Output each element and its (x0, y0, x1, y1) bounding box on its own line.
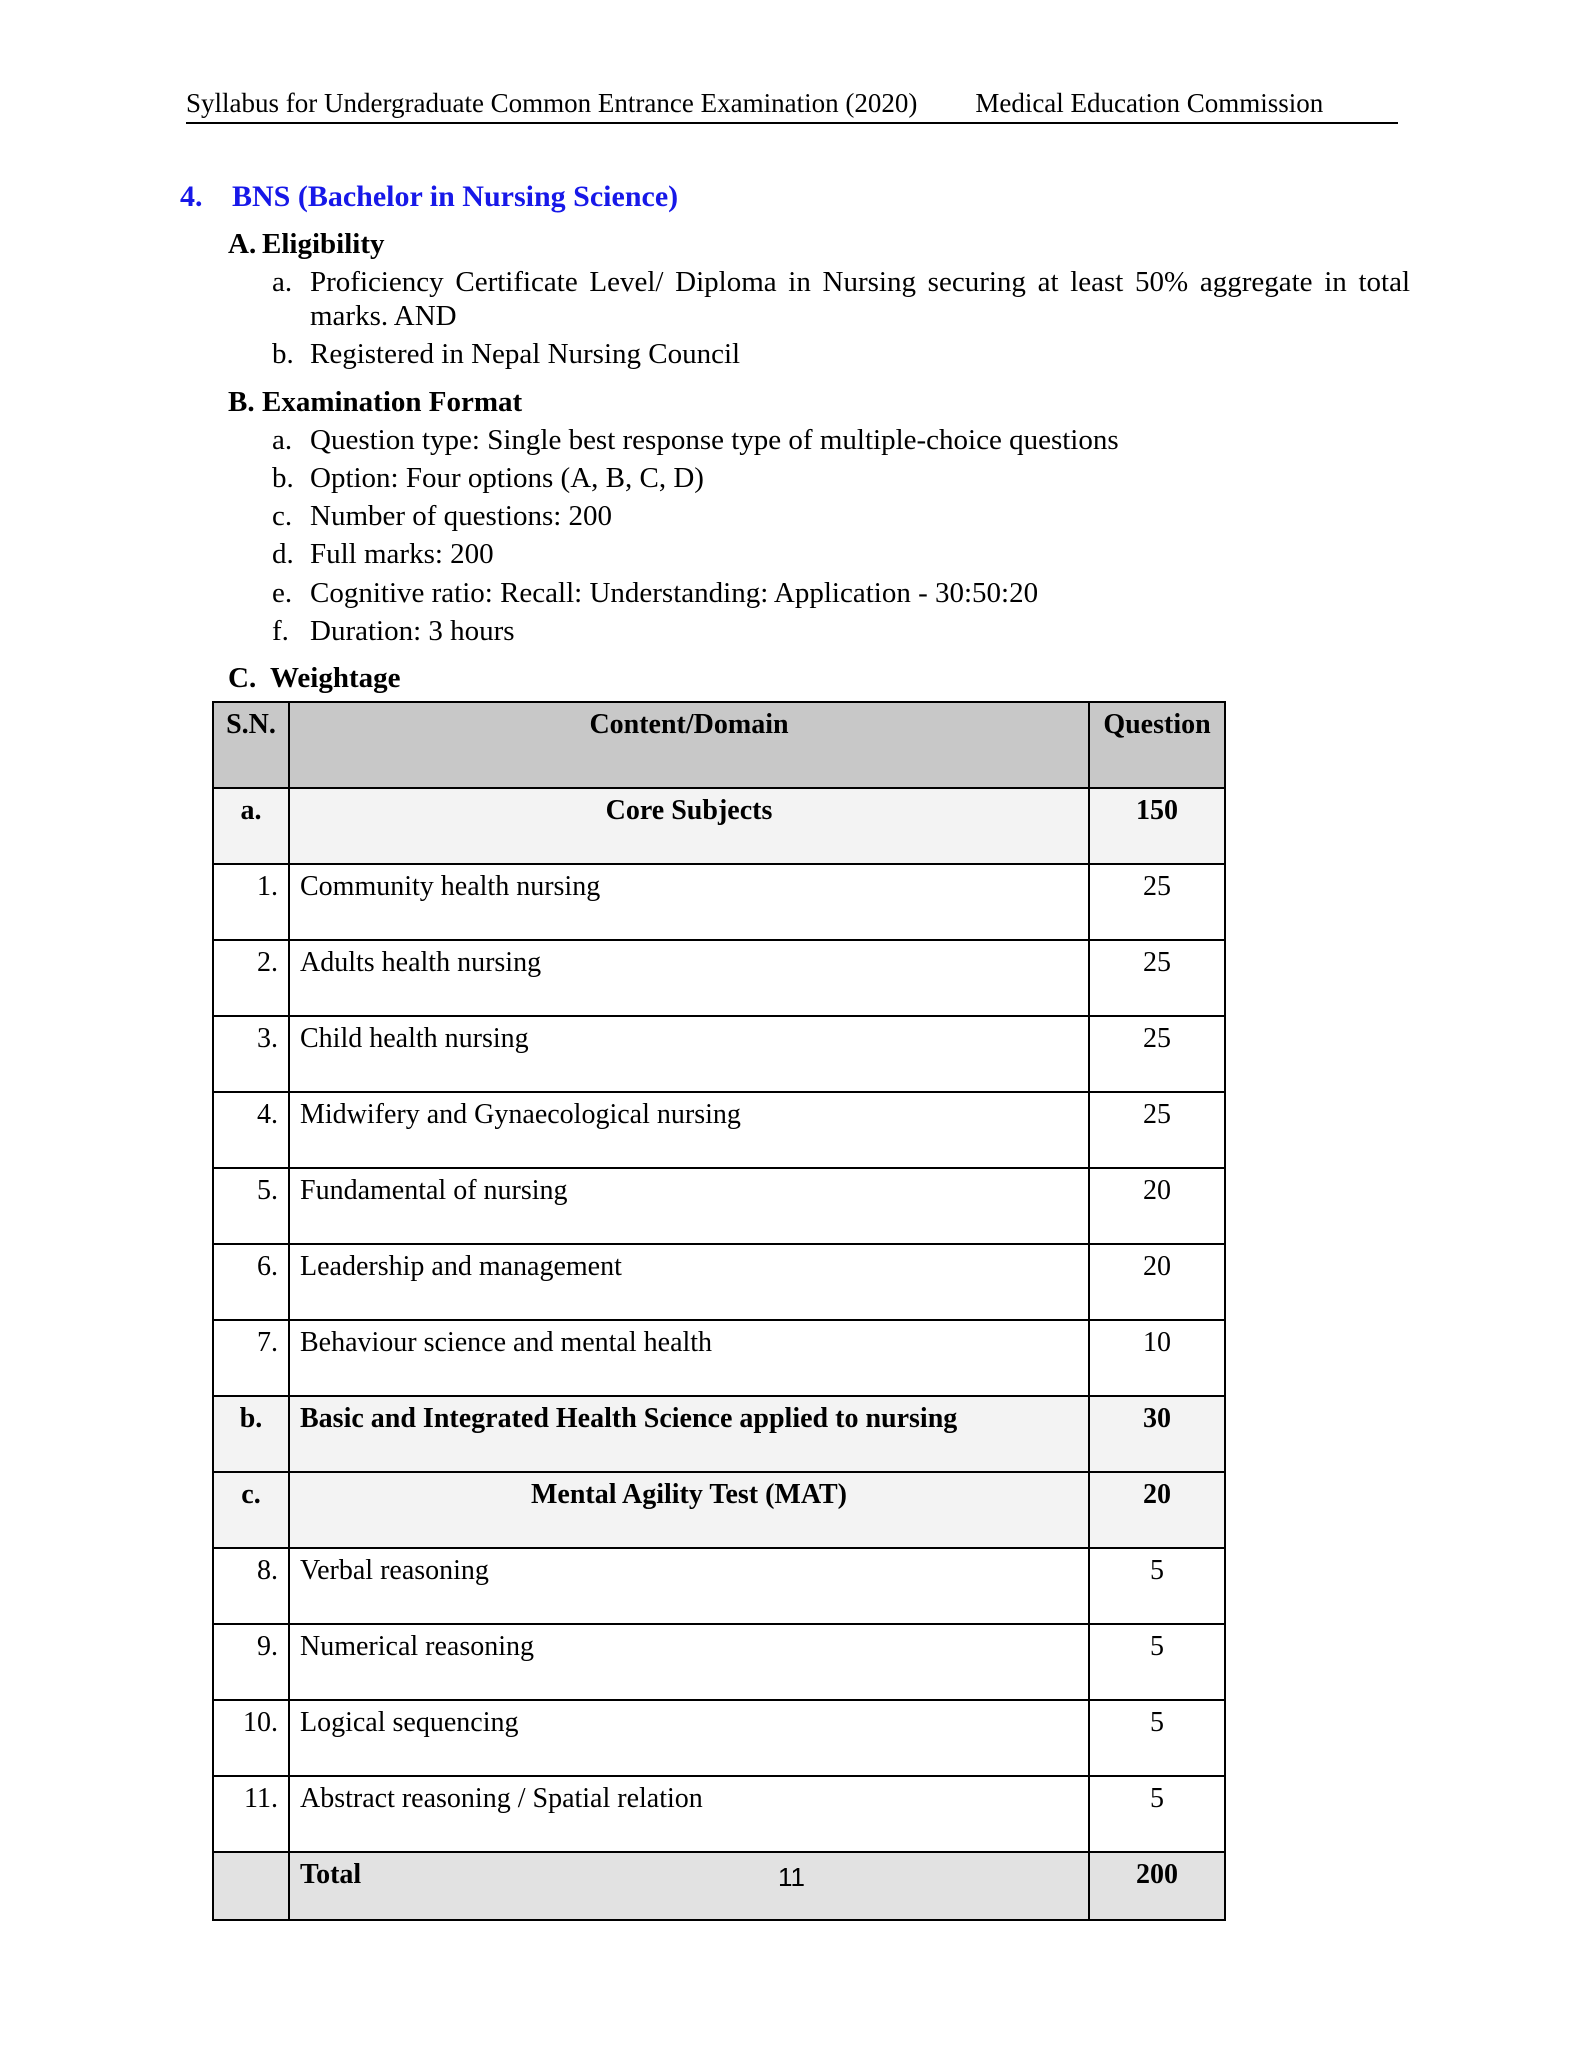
table-row (213, 788, 1225, 864)
list-item (272, 461, 1410, 495)
cell-content-domain: Behaviour science and mental health (289, 1320, 1089, 1396)
table-row (213, 864, 1225, 940)
table-row (213, 1776, 1225, 1852)
column-header-sn: S.N. (213, 702, 289, 788)
column-header-question: Question (1089, 702, 1225, 788)
eligibility-heading-text: Eligibility (262, 228, 385, 260)
examination-format-heading-text: Examination Format (262, 385, 523, 418)
table-header (213, 702, 1225, 788)
cell-question: 5 (1089, 1776, 1225, 1852)
cell-question: 20 (1089, 1168, 1225, 1244)
cell-question: 20 (1089, 1472, 1225, 1548)
cell-content-domain: Child health nursing (289, 1016, 1089, 1092)
list-item-text: Number of questions: 200 (310, 500, 613, 533)
list-item (272, 423, 1410, 457)
cell-sn: 7. (213, 1320, 289, 1396)
list-item (272, 499, 1410, 533)
cell-content-domain: Fundamental of nursing (289, 1168, 1089, 1244)
examination-format-letter: B. (228, 385, 255, 418)
list-item-marker: b. (272, 461, 294, 494)
list-item-text: Duration: 3 hours (310, 614, 515, 647)
cell-question: 25 (1089, 940, 1225, 1016)
list-item-marker: a. (272, 266, 293, 298)
cell-sn: 5. (213, 1168, 289, 1244)
examination-format-list (180, 423, 1410, 648)
cell-content-domain: Mental Agility Test (MAT) (289, 1472, 1089, 1548)
cell-sn: 4. (213, 1092, 289, 1168)
page-number: 11 (778, 1862, 805, 1892)
list-item-marker: d. (272, 538, 294, 571)
list-item (272, 537, 1410, 571)
cell-question: 5 (1089, 1548, 1225, 1624)
cell-sn: 9. (213, 1624, 289, 1700)
table-row (213, 1472, 1225, 1548)
list-item-marker: a. (272, 423, 293, 456)
cell-question: 30 (1089, 1396, 1225, 1472)
list-item-marker: e. (272, 576, 293, 609)
weightage-heading (180, 662, 1410, 695)
list-item-marker: f. (272, 614, 289, 647)
list-item-text: Proficiency Certificate Level/ Diploma in Nursing securing at least 50% aggregate in total marks. AND (310, 266, 1410, 333)
list-item (272, 576, 1410, 610)
list-item-text: Option: Four options (A, B, C, D) (310, 461, 704, 494)
header-right-text: Medical Education Commission (975, 88, 1324, 118)
list-item (272, 337, 1410, 371)
cell-question: 5 (1089, 1624, 1225, 1700)
list-item-marker: b. (272, 338, 294, 371)
weightage-letter: C. (228, 661, 257, 694)
cell-content-domain: Midwifery and Gynaecological nursing (289, 1092, 1089, 1168)
cell-question: 25 (1089, 864, 1225, 940)
page-title (180, 180, 1410, 214)
cell-sn: b. (213, 1396, 289, 1472)
cell-question: 10 (1089, 1320, 1225, 1396)
cell-sn: a. (213, 788, 289, 864)
eligibility-list (180, 265, 1410, 372)
document-body (180, 180, 1410, 1921)
list-item-text: Full marks: 200 (310, 538, 494, 571)
cell-question: 200 (1089, 1852, 1225, 1920)
cell-sn: 11. (213, 1776, 289, 1852)
list-item (272, 265, 1410, 333)
cell-question: 25 (1089, 1092, 1225, 1168)
table-row (213, 1624, 1225, 1700)
list-item (272, 614, 1410, 648)
cell-question: 150 (1089, 788, 1225, 864)
table-header-row (213, 702, 1225, 788)
cell-sn: 8. (213, 1548, 289, 1624)
list-item-text: Cognitive ratio: Recall: Understanding: Application - 30:50:20 (310, 576, 1039, 609)
cell-sn: 2. (213, 940, 289, 1016)
cell-content-domain: Total (289, 1852, 1089, 1920)
cell-sn: c. (213, 1472, 289, 1548)
cell-content-domain: Community health nursing (289, 864, 1089, 940)
section-number: 4. (180, 180, 203, 213)
cell-content-domain: Basic and Integrated Health Science applied to nursing (289, 1396, 1089, 1472)
weightage-heading-text: Weightage (270, 661, 401, 694)
table-row (213, 1700, 1225, 1776)
eligibility-heading (180, 228, 1410, 261)
table-row (213, 940, 1225, 1016)
cell-content-domain: Numerical reasoning (289, 1624, 1089, 1700)
table-row (213, 1092, 1225, 1168)
table-body (213, 788, 1225, 1920)
eligibility-letter: A. (228, 228, 257, 260)
weightage-table (212, 701, 1226, 1921)
header-left-text: Syllabus for Undergraduate Common Entrance Examination (2020) (186, 88, 918, 118)
document-running-header (186, 88, 1398, 124)
table-row (213, 1548, 1225, 1624)
table-row (213, 1320, 1225, 1396)
table-row (213, 1168, 1225, 1244)
list-item-text: Registered in Nepal Nursing Council (310, 338, 741, 371)
cell-content-domain: Verbal reasoning (289, 1548, 1089, 1624)
cell-question: 20 (1089, 1244, 1225, 1320)
table-row (213, 1396, 1225, 1472)
cell-question: 25 (1089, 1016, 1225, 1092)
cell-question: 5 (1089, 1700, 1225, 1776)
table-row (213, 1016, 1225, 1092)
cell-content-domain: Leadership and management (289, 1244, 1089, 1320)
section-title-text: BNS (Bachelor in Nursing Science) (232, 180, 679, 213)
list-item-text: Question type: Single best response type of multiple-choice questions (310, 423, 1119, 456)
cell-sn: 3. (213, 1016, 289, 1092)
list-item-marker: c. (272, 500, 293, 533)
cell-content-domain: Logical sequencing (289, 1700, 1089, 1776)
cell-content-domain: Adults health nursing (289, 940, 1089, 1016)
cell-sn: 1. (213, 864, 289, 940)
cell-sn: 6. (213, 1244, 289, 1320)
cell-content-domain: Abstract reasoning / Spatial relation (289, 1776, 1089, 1852)
cell-content-domain: Core Subjects (289, 788, 1089, 864)
column-header-content-domain: Content/Domain (289, 702, 1089, 788)
cell-sn: 10. (213, 1700, 289, 1776)
table-row (213, 1244, 1225, 1320)
examination-format-heading (180, 386, 1410, 419)
